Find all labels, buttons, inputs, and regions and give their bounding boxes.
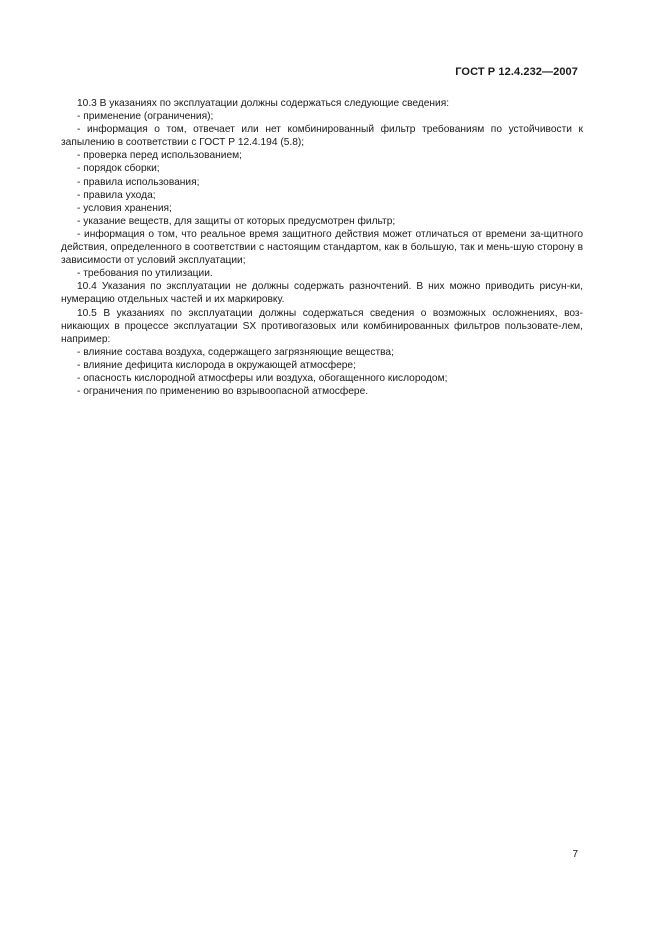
document-id: ГОСТ Р 12.4.232—2007 (455, 66, 578, 78)
list-item: - информация о том, отвечает или нет комбинированный фильтр требованиям по устойчивости к запылению в соответствии с ГОСТ Р 12.4.194 (5.8); (61, 124, 583, 149)
document-body (61, 97, 583, 398)
list-item: - информация о том, что реальное время защитного действия может отличаться от времени за-щитного действия, определенного в соответствии с настоящим стандартом, как в большую, так и мень-шую сторону в зависимости от условий эксплуатации; (61, 228, 583, 267)
list-item: - проверка перед использованием; (77, 150, 242, 162)
section-10-5-intro: 10.5 В указаниях по эксплуатации должны содержаться сведения о возможных осложнениях, воз-никающих в процессе эксплуатации SX противогазовых или комбинированных фильтров пользовате-лем, например: (61, 307, 583, 345)
page-number: 7 (572, 849, 578, 860)
list-item: - условия хранения; (77, 202, 172, 214)
list-item: - влияние дефицита кислорода в окружающей атмосфере; (77, 359, 356, 371)
list-item: - правила использования; (77, 176, 200, 188)
list-item: - влияние состава воздуха, содержащего загрязняющие вещества; (77, 346, 394, 358)
list-item: - указание веществ, для защиты от которых предусмотрен фильтр; (77, 215, 396, 227)
list-item: - ограничения по применению во взрывоопасной атмосфере. (77, 386, 369, 398)
document-header (455, 66, 578, 78)
section-10-4-paragraph: 10.4 Указания по эксплуатации не должны содержать разночтений. В них можно приводить рисун-ки, нумерацию отдельных частей и их маркировку. (61, 281, 583, 306)
section-10-3-intro: 10.3 В указаниях по эксплуатации должны содержаться следующие сведения: (77, 98, 450, 109)
list-item: - применение (ограничения); (77, 111, 214, 123)
list-item: - опасность кислородной атмосферы или воздуха, обогащенного кислородом; (77, 372, 448, 384)
list-item: - порядок сборки; (77, 163, 160, 175)
list-item: - правила ухода; (77, 189, 156, 201)
list-item: - требования по утилизации. (77, 268, 213, 280)
